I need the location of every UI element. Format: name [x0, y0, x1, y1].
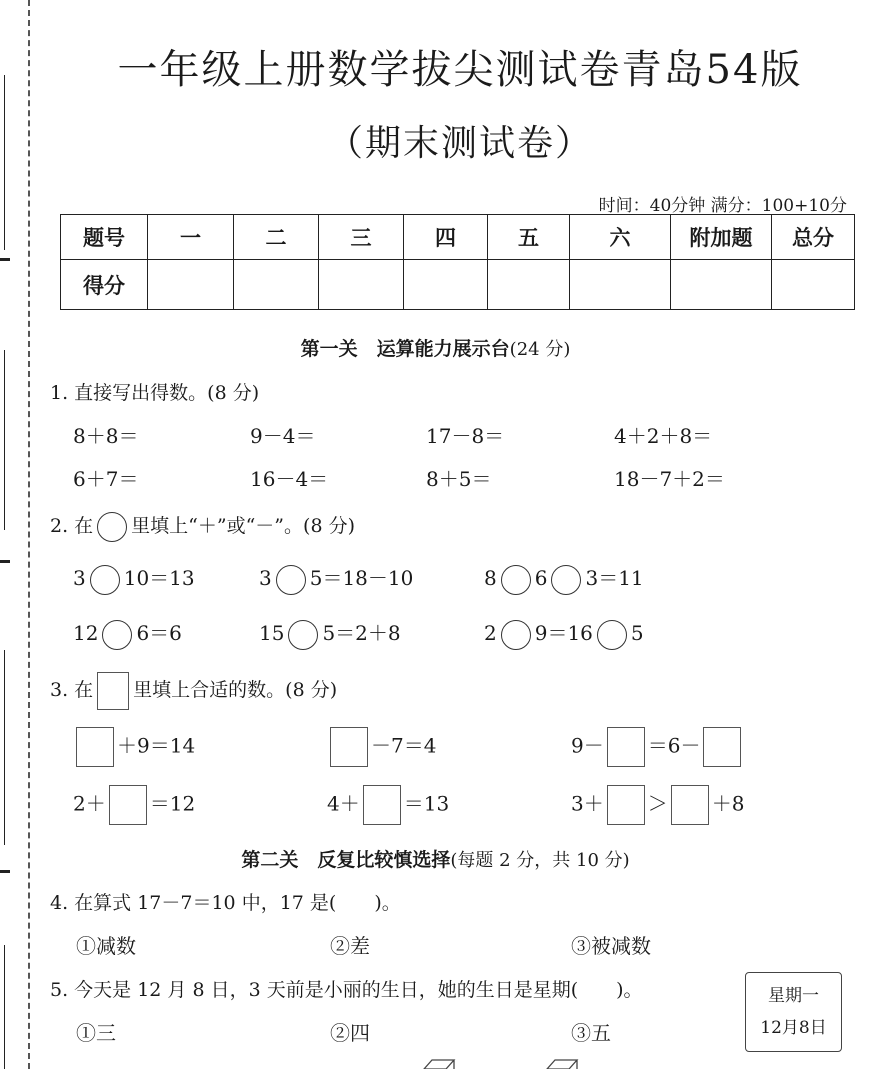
binding-line: [4, 650, 5, 845]
q3-item: [327, 785, 449, 825]
q1-item: 4＋2＋8＝: [614, 424, 713, 448]
score-cell[interactable]: [671, 260, 772, 310]
circle-placeholder-icon: [97, 512, 127, 542]
q2-text: 9＝16: [534, 621, 593, 645]
binding-line: [4, 75, 5, 250]
box-placeholder-icon: [97, 672, 129, 710]
header-cell: 五: [488, 215, 570, 260]
q1-item: 8＋5＝: [426, 467, 492, 491]
q3-text: ＝6－: [647, 733, 701, 758]
q4-option-2[interactable]: ②差: [330, 934, 370, 958]
answer-circle[interactable]: [597, 620, 627, 650]
header-cell: 三: [319, 215, 404, 260]
section-1-points: (24 分): [509, 339, 571, 360]
q1-item: 18－7＋2＝: [614, 467, 725, 491]
page-subtitle: （期末测试卷）: [326, 123, 593, 164]
q3-text: ＝13: [403, 791, 450, 816]
q2-item: [73, 562, 195, 595]
answer-circle[interactable]: [501, 620, 531, 650]
answer-box[interactable]: [671, 785, 709, 825]
q4-option-3[interactable]: ③被减数: [571, 934, 651, 958]
q2-text: 15: [259, 621, 285, 645]
score-cell[interactable]: [148, 260, 234, 310]
q2-item: [259, 562, 413, 595]
q2-item: [484, 617, 644, 650]
q2-text: 3: [73, 566, 86, 590]
section-2-heading: [0, 845, 871, 872]
q2-text: 3: [259, 566, 272, 590]
answer-box[interactable]: [109, 785, 147, 825]
answer-box[interactable]: [703, 727, 741, 767]
score-cell[interactable]: [234, 260, 319, 310]
q1-item: 6＋7＝: [73, 467, 139, 491]
q3-text: ＞: [647, 791, 668, 816]
header-cell: 六: [570, 215, 671, 260]
q3-label-b: 里填上合适的数。(8 分): [133, 679, 338, 701]
binding-line: [4, 945, 5, 1069]
q5-option-2[interactable]: ②四: [330, 1021, 370, 1045]
q3-item: [73, 785, 195, 825]
q3-item: [327, 727, 436, 767]
cube-icon: [543, 1058, 583, 1069]
answer-box[interactable]: [607, 727, 645, 767]
header-cell: 四: [404, 215, 488, 260]
q4-option-1[interactable]: ①减数: [76, 934, 136, 958]
q2-text: 8: [484, 566, 497, 590]
calendar-weekday: 星期一: [768, 986, 819, 1006]
header-cell: 题号: [61, 215, 148, 260]
q2-text: 10＝13: [123, 566, 195, 590]
q3-item: [73, 727, 195, 767]
q2-text: 12: [73, 621, 99, 645]
q3-text: ＋9＝14: [117, 733, 196, 758]
q3-item: [571, 727, 744, 767]
q3-label-a: 3. 在: [50, 679, 94, 701]
header-cell: 一: [148, 215, 234, 260]
q2-text: 5: [630, 621, 644, 645]
q2-label-b: 里填上“＋”或“－”。(8 分): [131, 515, 355, 537]
answer-circle[interactable]: [90, 565, 120, 595]
row-label: 得分: [61, 260, 148, 310]
q2-item: [73, 617, 182, 650]
score-cell[interactable]: [404, 260, 488, 310]
q3-text: 2＋: [73, 791, 106, 816]
question-4-label: 4. 在算式 17－7＝10 中，17 是( )。: [50, 892, 401, 914]
q2-text: 6＝6: [136, 621, 182, 645]
q3-text: ＝12: [149, 791, 196, 816]
cube-icon: [420, 1058, 460, 1069]
q2-text: 6: [534, 566, 548, 590]
binding-line: [4, 350, 5, 530]
header-cell: 附加题: [671, 215, 772, 260]
question-1-label: 1. 直接写出得数。(8 分): [50, 382, 260, 404]
q5-option-1[interactable]: ①三: [76, 1021, 116, 1045]
q3-text: 3＋: [571, 791, 604, 816]
q5-option-3[interactable]: ③五: [571, 1021, 611, 1045]
q3-text: 9－: [571, 733, 604, 758]
answer-circle[interactable]: [276, 565, 306, 595]
q1-item: 8＋8＝: [73, 424, 139, 448]
answer-box[interactable]: [363, 785, 401, 825]
section-1-heading: [0, 334, 871, 361]
q2-label-a: 2. 在: [50, 515, 94, 537]
page-title: 一年级上册数学拔尖测试卷青岛54版: [117, 47, 803, 93]
q2-text: 5＝18－10: [309, 566, 414, 590]
q2-item: [259, 617, 401, 650]
score-cell[interactable]: [488, 260, 570, 310]
section-2-title: 第二关 反复比较慎选择: [241, 849, 451, 871]
binding-dashed-line: [28, 0, 30, 1069]
q1-item: 9－4＝: [250, 424, 316, 448]
answer-box[interactable]: [330, 727, 368, 767]
answer-circle[interactable]: [102, 620, 132, 650]
calendar-date: 12月8日: [760, 1018, 827, 1038]
answer-circle[interactable]: [501, 565, 531, 595]
header-cell: 二: [234, 215, 319, 260]
q3-text: 4＋: [327, 791, 360, 816]
score-cell[interactable]: [772, 260, 855, 310]
score-table: [60, 214, 855, 310]
time-score-info: 时间：40分钟 满分：100+10分: [598, 196, 847, 216]
binding-mark: [0, 560, 10, 563]
answer-box[interactable]: [76, 727, 114, 767]
q3-text: ＋8: [711, 791, 745, 816]
q1-item: 16－4＝: [250, 467, 329, 491]
answer-box[interactable]: [607, 785, 645, 825]
score-cell[interactable]: [570, 260, 671, 310]
binding-mark: [0, 258, 10, 261]
question-2-label: [50, 511, 355, 542]
score-table-header-row: [61, 215, 855, 260]
score-table-score-row: [61, 260, 855, 310]
q3-text: －7＝4: [371, 733, 437, 758]
q2-text: 2: [484, 621, 497, 645]
score-cell[interactable]: [319, 260, 404, 310]
q3-item: [571, 785, 744, 825]
q2-item: [484, 562, 644, 595]
question-5-label: 5. 今天是 12 月 8 日，3 天前是小丽的生日，她的生日是星期( )。: [50, 979, 643, 1001]
calendar-card: [745, 972, 842, 1052]
answer-circle[interactable]: [551, 565, 581, 595]
q2-text: 3＝11: [585, 566, 644, 590]
q2-text: 5＝2＋8: [322, 621, 401, 645]
section-2-points: (每题 2 分，共 10 分): [450, 850, 630, 871]
q1-item: 17－8＝: [426, 424, 505, 448]
answer-circle[interactable]: [288, 620, 318, 650]
section-1-title: 第一关 运算能力展示台: [300, 338, 510, 360]
header-cell: 总分: [772, 215, 855, 260]
question-3-label: [50, 672, 337, 710]
